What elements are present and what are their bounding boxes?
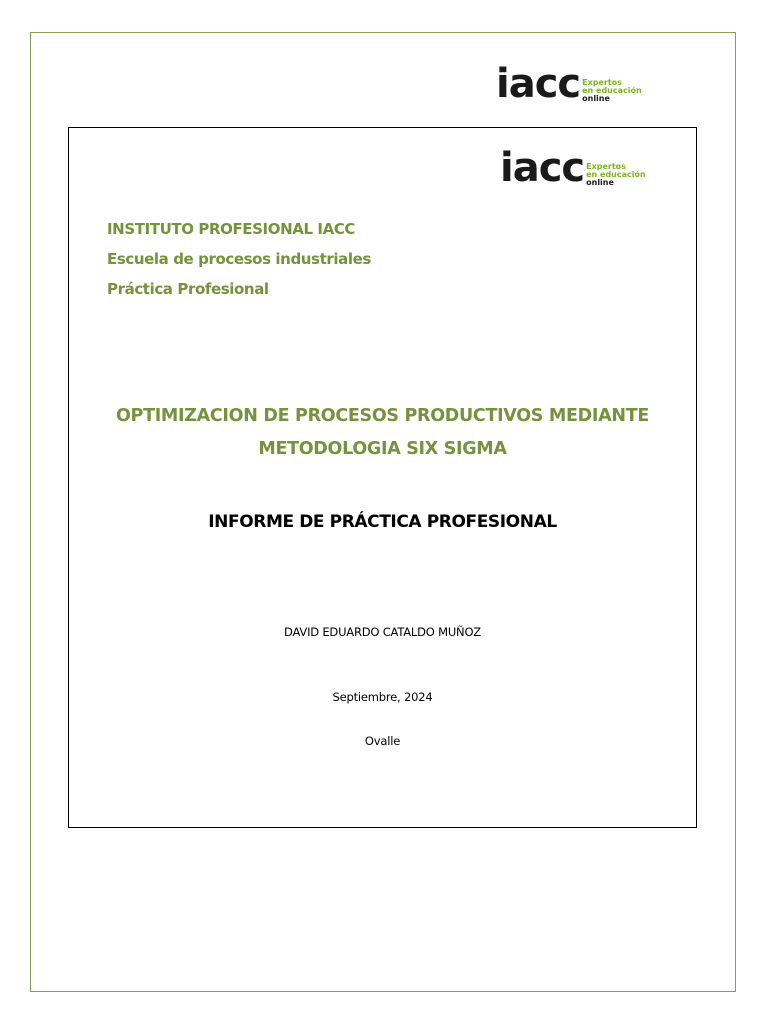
logo-mark: iacc <box>496 61 581 107</box>
course-name: Práctica Profesional <box>107 280 269 298</box>
logo-tagline-line: en educación <box>586 170 646 179</box>
logo-tagline <box>586 163 646 187</box>
logo-tagline-line: en educación <box>582 86 642 95</box>
document-date: Septiembre, 2024 <box>332 690 433 704</box>
iacc-logo-header <box>496 61 642 107</box>
logo-mark: iacc <box>500 145 585 191</box>
document-city: Ovalle <box>364 734 401 748</box>
document-subtitle: INFORME DE PRÁCTICA PROFESIONAL <box>208 512 557 532</box>
author-name: DAVID EDUARDO CATALDO MUÑOZ <box>284 625 481 639</box>
logo-tagline-line: Expertos <box>582 78 622 87</box>
title-line: METODOLOGIA SIX SIGMA <box>258 439 507 459</box>
iacc-logo-cover <box>500 145 646 191</box>
institution-block <box>107 214 371 304</box>
document-title <box>68 400 697 466</box>
logo-tagline-line: Expertos <box>586 162 626 171</box>
institution-name: INSTITUTO PROFESIONAL IACC <box>107 220 356 238</box>
logo-tagline-line: online <box>582 94 610 103</box>
title-line: OPTIMIZACION DE PROCESOS PRODUCTIVOS MEDIANTE <box>115 406 649 426</box>
logo-tagline-line: online <box>586 178 614 187</box>
logo-tagline <box>582 79 642 103</box>
school-name: Escuela de procesos industriales <box>107 250 371 268</box>
